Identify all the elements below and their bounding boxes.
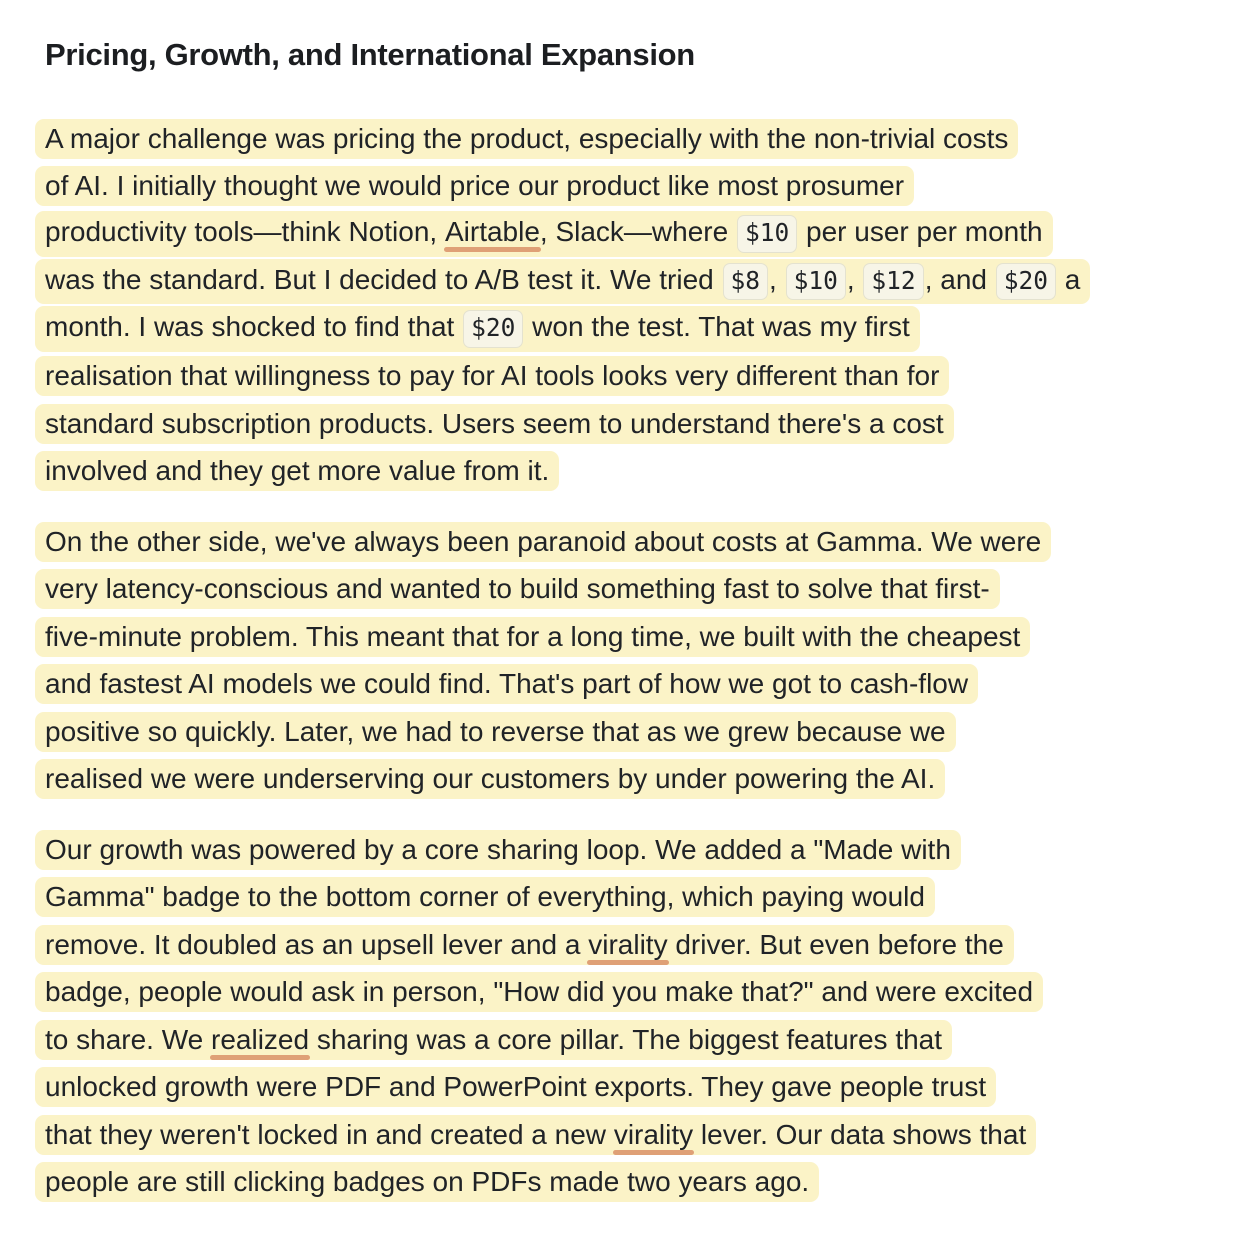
line-highlight <box>35 712 956 752</box>
line-highlight <box>35 664 978 704</box>
text-segment: badge, people would ask in person, "How did you make that?" and were excited <box>45 976 1034 1008</box>
line-highlight <box>35 1115 1036 1155</box>
text-segment: month. I was shocked to find that <box>45 311 463 342</box>
text-line <box>35 518 1223 566</box>
text-segment: productivity tools—think Notion, <box>45 216 445 247</box>
text-line <box>35 305 1223 353</box>
line-highlight <box>35 306 920 352</box>
text-line <box>35 921 1223 969</box>
line-highlight <box>35 1067 996 1107</box>
paragraph <box>35 826 1223 1206</box>
misspelled-word: Airtable <box>444 216 540 247</box>
text-line <box>35 1159 1223 1207</box>
text-segment: unlocked growth were PDF and PowerPoint exports. They gave people trust <box>45 1071 987 1103</box>
line-highlight <box>35 830 961 870</box>
text-segment: to share. We <box>45 1023 212 1055</box>
paragraph <box>35 115 1223 495</box>
text-line <box>35 163 1223 211</box>
text-segment: standard subscription products. Users seem to understand there's a cost <box>45 407 944 439</box>
text-line <box>35 353 1223 401</box>
inline-code: $10 <box>737 215 797 253</box>
line-highlight <box>35 1020 952 1060</box>
text-line <box>35 756 1223 804</box>
line-highlight <box>35 1162 819 1202</box>
text-segment: sharing was a core pillar. The biggest features that <box>309 1023 943 1055</box>
text-line <box>35 708 1223 756</box>
text-segment: people are still clicking badges on PDFs made two years ago. <box>45 1166 810 1198</box>
text-segment: Gamma" badge to the bottom corner of everything, which paying would <box>45 881 925 913</box>
inline-code: $20 <box>463 310 523 348</box>
line-highlight <box>35 925 1014 965</box>
text-segment: On the other side, we've always been paranoid about costs at Gamma. We were <box>45 525 1042 557</box>
text-segment: that they weren't locked in and created a new <box>45 1118 614 1150</box>
text-line <box>35 661 1223 709</box>
line-highlight <box>35 166 914 206</box>
text-segment: A major challenge was pricing the product, especially with the non-trivial costs <box>45 122 1009 154</box>
line-highlight <box>35 617 1030 657</box>
text-line <box>35 1016 1223 1064</box>
misspelled-word: virality <box>588 928 668 960</box>
text-line <box>35 969 1223 1017</box>
line-highlight <box>35 451 559 491</box>
line-highlight <box>35 759 945 799</box>
text-segment: was the standard. But I decided to A/B test it. We tried <box>45 263 722 295</box>
text-segment: very latency-conscious and wanted to build something fast to solve that first- <box>45 573 990 605</box>
text-segment: remove. It doubled as an upsell lever and a <box>45 928 589 960</box>
text-segment: positive so quickly. Later, we had to reverse that as we grew because we <box>45 715 946 747</box>
text-line <box>35 448 1223 496</box>
line-highlight <box>35 569 1000 609</box>
text-segment: per user per month <box>798 216 1043 247</box>
inline-code: $8 <box>723 263 769 301</box>
text-segment: a <box>1057 263 1081 295</box>
text-segment: , and <box>924 263 995 295</box>
text-segment: , <box>846 263 863 295</box>
text-line <box>35 400 1223 448</box>
inline-code: $20 <box>996 263 1056 301</box>
text-line <box>35 1064 1223 1112</box>
line-highlight <box>35 356 949 396</box>
line-highlight <box>35 119 1018 159</box>
misspelled-word: virality <box>613 1118 694 1150</box>
inline-code: $12 <box>863 263 923 301</box>
line-highlight <box>35 522 1051 562</box>
text-segment: five-minute problem. This meant that for a long time, we built with the cheapest <box>45 620 1021 652</box>
text-segment: of AI. I initially thought we would price our product like most prosumer <box>45 170 905 202</box>
paragraph <box>35 518 1223 803</box>
line-highlight <box>35 404 954 444</box>
text-line <box>35 826 1223 874</box>
text-line <box>35 1111 1223 1159</box>
text-segment: involved and they get more value from it. <box>45 455 550 487</box>
text-line <box>35 566 1223 614</box>
text-segment: , <box>769 263 785 295</box>
text-segment: Our growth was powered by a core sharing loop. We added a "Made with <box>45 833 951 865</box>
text-segment: realisation that willingness to pay for AI tools looks very different than for <box>45 360 940 392</box>
text-segment: lever. Our data shows that <box>693 1118 1027 1150</box>
inline-code: $10 <box>786 263 846 301</box>
text-segment: and fastest AI models we could find. That's part of how we got to cash-flow <box>45 668 969 700</box>
misspelled-word: realized <box>211 1023 310 1055</box>
text-segment: realised we were underserving our customers by under powering the AI. <box>45 763 936 795</box>
line-highlight <box>35 259 1090 305</box>
document <box>35 36 1223 1206</box>
text-line <box>35 210 1223 258</box>
text-line <box>35 115 1223 163</box>
page-title: Pricing, Growth, and International Expansion <box>45 37 695 72</box>
line-highlight <box>35 877 935 917</box>
document-body <box>35 115 1223 1206</box>
line-highlight <box>35 972 1043 1012</box>
line-highlight <box>35 211 1053 257</box>
text-segment: , Slack—where <box>539 216 736 247</box>
text-line <box>35 613 1223 661</box>
text-segment: won the test. That was my first <box>524 311 910 342</box>
text-line <box>35 874 1223 922</box>
text-line <box>35 258 1223 306</box>
text-segment: driver. But even before the <box>667 928 1004 960</box>
